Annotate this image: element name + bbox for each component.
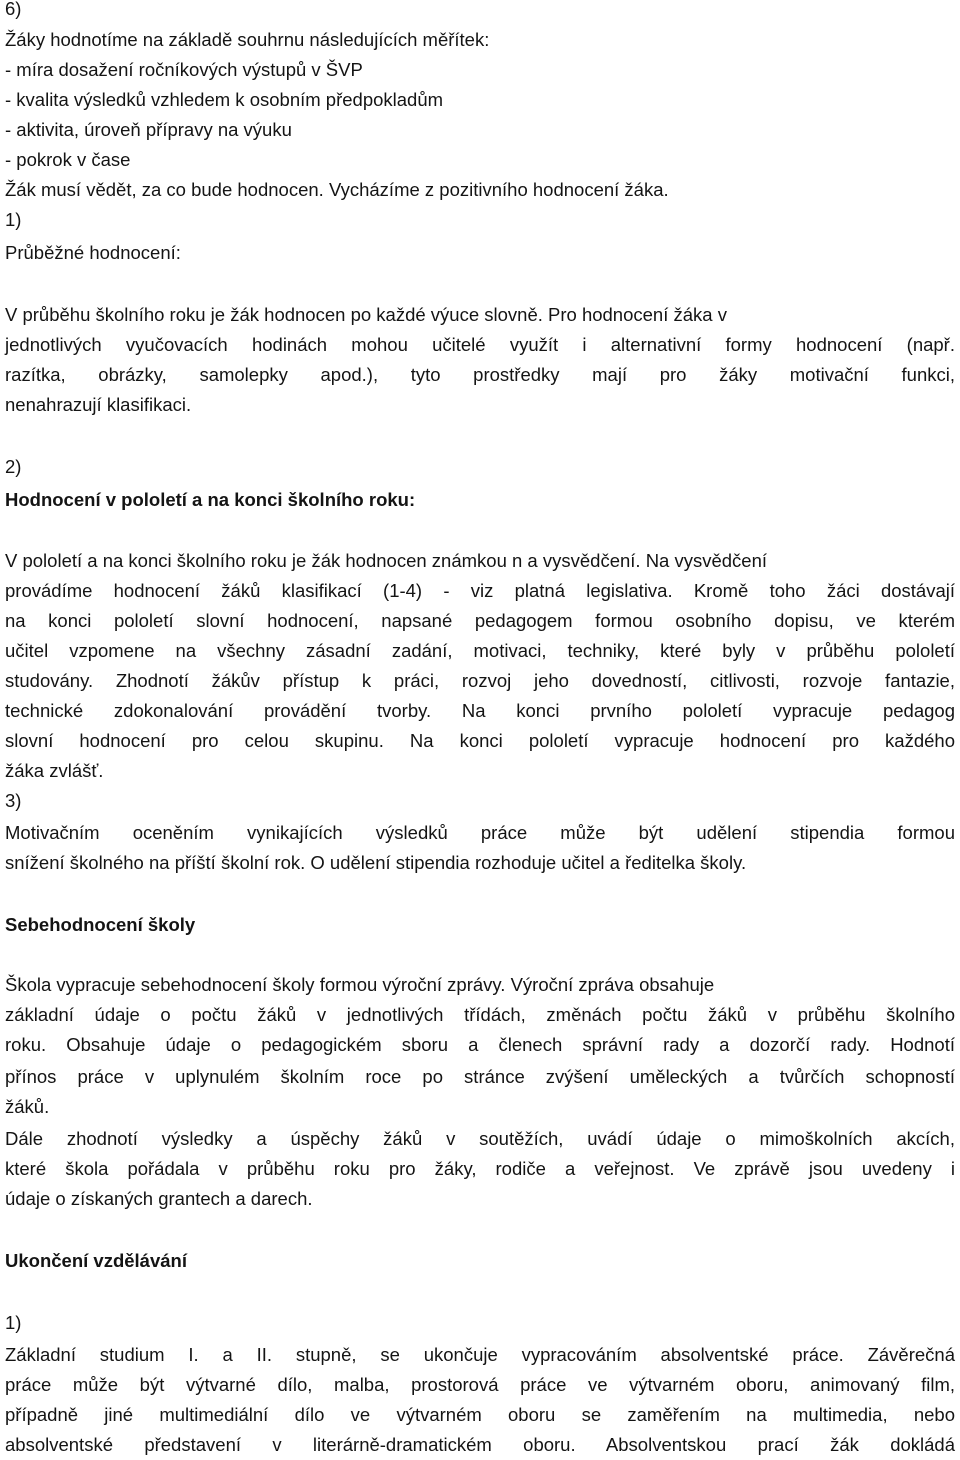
list-item: - pokrok v čase	[5, 149, 131, 170]
section-heading: Ukončení vzdělávání	[5, 1250, 187, 1271]
text-line: studovány. Zhodnotí žákův přístup k práci, rozvoj jeho dovedností, citlivosti, rozvoje fantazie,	[5, 670, 955, 691]
text-line: přínos práce v uplynulém školním roce po stránce zvýšení uměleckých a tvůrčích schopností	[5, 1066, 955, 1087]
section-number: 1)	[5, 209, 22, 230]
section-heading: Průběžné hodnocení:	[5, 242, 181, 263]
text-line: nenahrazují klasifikaci.	[5, 394, 192, 415]
list-item: - aktivita, úroveň přípravy na výuku	[5, 119, 292, 140]
section-number: 6)	[5, 0, 22, 19]
text-line: V pololetí a na konci školního roku je žák hodnocen známkou n a vysvědčení. Na vysvědčení	[5, 550, 768, 571]
text-line: případně jiné multimediální dílo ve výtvarném oboru se zaměřením na multimedia, nebo	[5, 1404, 955, 1425]
text-line: snížení školného na příští školní rok. O udělení stipendia rozhoduje učitel a ředitelka školy.	[5, 852, 747, 873]
text-line: razítka, obrázky, samolepky apod.), tyto prostředky mají pro žáky motivační funkci,	[5, 364, 955, 385]
text-line: údaje o získaných grantech a darech.	[5, 1188, 313, 1209]
text-line: Žáky hodnotíme na základě souhrnu následujících měřítek:	[5, 29, 490, 50]
text-line: jednotlivých vyučovacích hodinách mohou učitelé využít i alternativní formy hodnocení (např.	[5, 334, 955, 355]
text-line: Dále zhodnotí výsledky a úspěchy žáků v soutěžích, uvádí údaje o mimoškolních akcích,	[5, 1128, 955, 1149]
text-line: na konci pololetí slovní hodnocení, napsané pedagogem formou osobního dopisu, ve kterém	[5, 610, 955, 631]
text-line: žáků.	[5, 1096, 50, 1117]
text-line: Škola vypracuje sebehodnocení školy formou výroční zprávy. Výroční zpráva obsahuje	[5, 974, 715, 995]
text-line: žáka zvlášť.	[5, 760, 104, 781]
text-line: slovní hodnocení pro celou skupinu. Na konci pololetí vypracuje hodnocení pro každého	[5, 730, 955, 751]
section-heading: Hodnocení v pololetí a na konci školního roku:	[5, 489, 416, 510]
text-line: základní údaje o počtu žáků v jednotlivých třídách, změnách počtu žáků v průběhu školního	[5, 1004, 955, 1025]
list-item: - kvalita výsledků vzhledem k osobním předpokladům	[5, 89, 444, 110]
text-line: absolventské představení v literárně-dramatickém oboru. Absolventskou prací žák dokládá	[5, 1434, 955, 1455]
section-heading: Sebehodnocení školy	[5, 914, 196, 935]
text-line: učitel vzpomene na všechny zásadní zadání, motivaci, techniky, které byly v průběhu pololetí	[5, 640, 955, 661]
section-number: 3)	[5, 790, 22, 811]
text-line: V průběhu školního roku je žák hodnocen po každé výuce slovně. Pro hodnocení žáka v	[5, 304, 727, 325]
text-line: roku. Obsahuje údaje o pedagogickém sboru a členech správní rady a dozorčí rady. Hodnotí	[5, 1034, 955, 1055]
list-item: - míra dosažení ročníkových výstupů v ŠVP	[5, 59, 363, 80]
text-line: Žák musí vědět, za co bude hodnocen. Vycházíme z pozitivního hodnocení žáka.	[5, 179, 669, 200]
text-line: technické zdokonalování provádění tvorby. Na konci prvního pololetí vypracuje pedagog	[5, 700, 955, 721]
text-line: provádíme hodnocení žáků klasifikací (1-4) - viz platná legislativa. Kromě toho žáci dostávají	[5, 580, 955, 601]
section-number: 1)	[5, 1312, 22, 1333]
section-number: 2)	[5, 456, 22, 477]
text-line: práce může být výtvarné dílo, malba, prostorová práce ve výtvarném oboru, animovaný film,	[5, 1374, 955, 1395]
text-line: které škola pořádala v průběhu roku pro žáky, rodiče a veřejnost. Ve zprávě jsou uvedeny i	[5, 1158, 955, 1179]
text-line: Motivačním oceněním vynikajících výsledků práce může být udělení stipendia formou	[5, 822, 955, 843]
text-line: Základní studium I. a II. stupně, se ukončuje vypracováním absolventské práce. Závěrečná	[5, 1344, 955, 1365]
